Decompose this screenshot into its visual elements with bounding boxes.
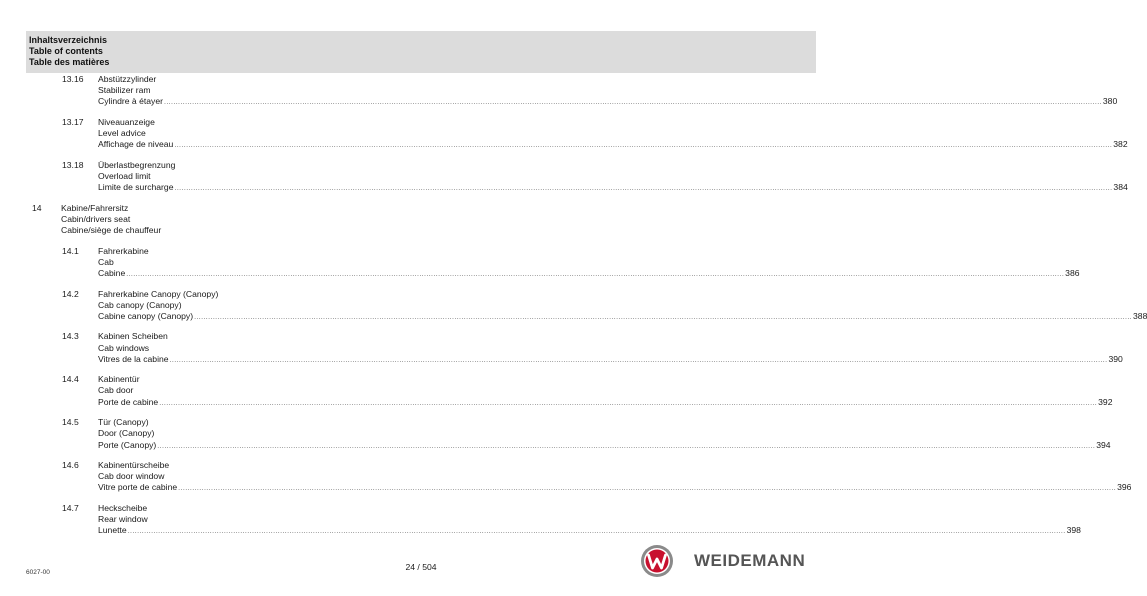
toc-leader-dots: ................................................................................................................................................................................................................................................................................................................................................................................................................ [174, 185, 1113, 193]
toc-leader-dots: ................................................................................................................................................................................................................................................................................................................................................................................................................ [163, 99, 1102, 107]
toc-leader-dots: ................................................................................................................................................................................................................................................................................................................................................................................................................ [178, 485, 1117, 493]
toc-entry[interactable] [0, 74, 1118, 108]
toc-entry-title-fr: Cabine canopy (Canopy) [98, 310, 194, 321]
header-title-de: Inhaltsverzeichnis [29, 35, 108, 45]
toc-leader-dots: ................................................................................................................................................................................................................................................................................................................................................................................................................ [159, 399, 1098, 407]
toc-entry-title-en: Cabin/drivers seat [61, 213, 131, 224]
toc-entry-title-fr: Limite de surcharge [98, 182, 174, 193]
toc-entry-title-de: Kabinentürscheibe [98, 460, 170, 471]
toc-entry[interactable] [0, 288, 1147, 323]
header-title-en: Table of contents [29, 46, 103, 56]
toc-entry-number: 14.6 [62, 460, 79, 471]
toc-entry-title-en: Cab canopy (Canopy) [98, 299, 182, 310]
toc-entry-page[interactable]: 394 [1096, 439, 1111, 450]
toc-entry-title-fr: Lunette [98, 525, 127, 536]
toc-leader-dots: ................................................................................................................................................................................................................................................................................................................................................................................................................ [127, 528, 1066, 536]
toc-entry-number: 14.2 [62, 288, 79, 299]
toc-entry-title-en: Stabilizer ram [98, 85, 151, 96]
toc-entry[interactable] [0, 116, 1128, 151]
toc-entry-title-en: Cab [98, 256, 114, 267]
toc-entry-title-de: Überlastbegrenzung [98, 159, 176, 170]
toc-entry[interactable] [0, 460, 1132, 494]
toc-entry-number: 13.16 [62, 74, 84, 84]
toc-entry-title-de: Kabinen Scheiben [98, 331, 168, 342]
page-indicator: 24 / 504 [405, 562, 437, 572]
toc-entry-title-de: Kabinentür [98, 374, 140, 385]
toc-entry-title-en: Cab windows [98, 342, 150, 353]
toc-entry-page[interactable]: 386 [1065, 267, 1080, 278]
toc-entry-title-de: Heckscheibe [98, 503, 148, 513]
toc-entry-title-de: Fahrerkabine Canopy (Canopy) [98, 288, 219, 299]
toc-entry-number: 14.7 [62, 503, 79, 513]
toc-entry-number: 13.17 [62, 116, 84, 127]
toc-leader-dots: ................................................................................................................................................................................................................................................................................................................................................................................................................ [194, 313, 1133, 321]
toc-entry-title-fr: Affichage de niveau [98, 139, 174, 150]
toc-entry-title-en: Rear window [98, 514, 148, 525]
toc-entry-page[interactable]: 390 [1108, 353, 1123, 364]
toc-entry-title-en: Cab door [98, 385, 134, 396]
toc-entry-number: 14.3 [62, 331, 79, 342]
toc-entry-title-de: Tür (Canopy) [98, 417, 149, 428]
toc-entry-title-fr: Vitre porte de cabine [98, 482, 178, 493]
toc-entry-number: 14.4 [62, 374, 79, 385]
toc-entry-title-de: Kabine/Fahrersitz [61, 202, 129, 213]
toc-entry[interactable] [0, 417, 1111, 451]
toc-entry-page[interactable]: 396 [1117, 482, 1132, 493]
toc-entry[interactable] [0, 245, 1080, 280]
toc-entry-title-fr: Cabine/siège de chauffeur [61, 225, 162, 236]
toc-entry-number: 14 [32, 202, 42, 213]
toc-entry-page[interactable]: 382 [1113, 139, 1128, 150]
toc-entry-page[interactable]: 380 [1102, 96, 1118, 107]
toc-entry-title-fr: Cabine [98, 267, 126, 278]
toc-entry[interactable] [0, 331, 1123, 365]
toc-leader-dots: ................................................................................................................................................................................................................................................................................................................................................................................................................ [126, 270, 1065, 278]
document-code: 6027-00 [26, 569, 50, 576]
toc-entry-page[interactable]: 392 [1098, 396, 1113, 407]
toc-entry-title-fr: Porte de cabine [98, 396, 159, 407]
toc-leader-dots: ................................................................................................................................................................................................................................................................................................................................................................................................................ [174, 142, 1113, 150]
toc-entry-page[interactable]: 384 [1113, 182, 1128, 193]
toc-entry-title-en: Cab door window [98, 471, 165, 482]
brand-name: WEIDEMANN [694, 551, 806, 570]
toc-entry-title-de: Abstützzylinder [98, 74, 157, 84]
toc-entry[interactable] [0, 503, 1081, 537]
toc-entry-page[interactable]: 388 [1133, 310, 1147, 321]
toc-entry-title-en: Door (Canopy) [98, 428, 155, 439]
header-title-fr: Table des matières [29, 57, 110, 67]
toc-entry-page[interactable]: 398 [1066, 525, 1081, 536]
toc-entry-title-de: Fahrerkabine [98, 245, 149, 256]
toc-entry-title-en: Overload limit [98, 170, 151, 181]
toc-leader-dots: ................................................................................................................................................................................................................................................................................................................................................................................................................ [157, 442, 1096, 450]
toc-entry-title-en: Level advice [98, 128, 146, 139]
toc-entry-number: 14.1 [62, 245, 79, 256]
toc-entry-title-fr: Porte (Canopy) [98, 439, 157, 450]
weidemann-logo-icon [640, 544, 674, 578]
toc-entry-number: 13.18 [62, 159, 84, 170]
toc-entry[interactable] [0, 159, 1128, 194]
toc-entry[interactable] [0, 374, 1113, 408]
toc-entry-title-fr: Vitres de la cabine [98, 353, 169, 364]
toc-entry-title-de: Niveauanzeige [98, 116, 155, 127]
toc-entry[interactable] [0, 203, 842, 237]
toc-leader-dots: ................................................................................................................................................................................................................................................................................................................................................................................................................ [169, 356, 1108, 364]
toc-entry-number: 14.5 [62, 417, 79, 428]
toc-entry-title-fr: Cylindre à étayer [98, 96, 163, 107]
